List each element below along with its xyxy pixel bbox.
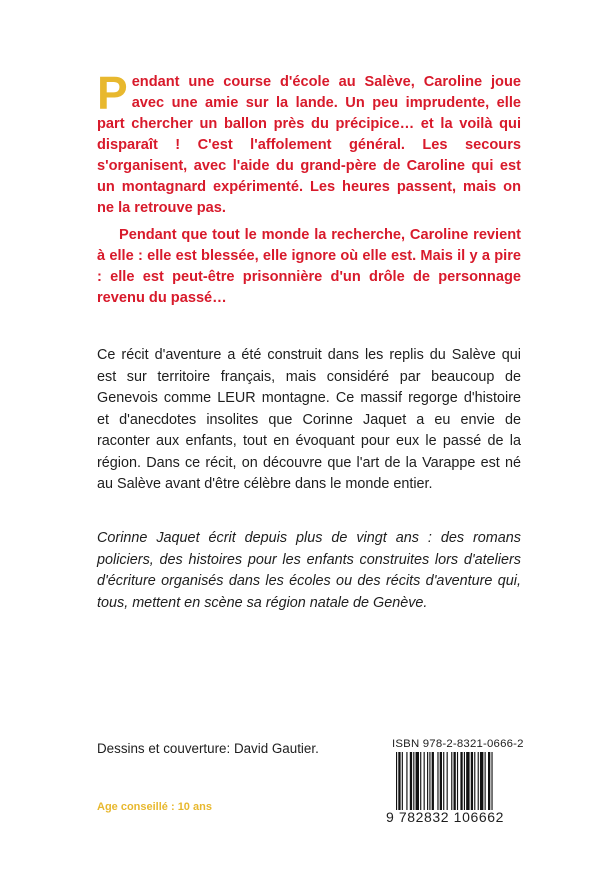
barcode-bar — [447, 752, 448, 810]
barcode-bar — [466, 752, 469, 810]
barcode-bar — [420, 752, 421, 810]
barcode-bar — [478, 752, 479, 810]
barcode-bar — [396, 752, 397, 810]
author-bio-paragraph: Corinne Jaquet écrit depuis plus de vingt ans : des romans policiers, des histoires pour les enfants construites lors d'ateliers d'écriture organisés dans les écoles ou des récits d'aventure qui, tous, mettent en scène sa région natale de Genève. — [97, 530, 521, 611]
barcode-number: 9 782832 106662 — [386, 809, 504, 825]
barcode-bar — [406, 752, 407, 810]
age-recommendation: Age conseillé : 10 ans — [97, 801, 212, 813]
barcode-bar — [427, 752, 428, 810]
barcode-bar — [443, 752, 444, 810]
barcode-bar — [454, 752, 456, 810]
barcode-graphic — [386, 752, 530, 810]
credits-text: Dessins et couverture: David Gautier. — [97, 741, 319, 756]
barcode-bar — [471, 752, 473, 810]
barcode-bar — [488, 752, 490, 810]
barcode-bar — [413, 752, 414, 810]
barcode-bar — [457, 752, 458, 810]
barcode-bar — [460, 752, 462, 810]
barcode-bar — [410, 752, 412, 810]
barcode-block — [386, 738, 530, 825]
barcode-bar — [491, 752, 492, 810]
barcode-bar — [464, 752, 465, 810]
summary-paragraph-1 — [97, 67, 521, 219]
barcode-bar — [437, 752, 438, 810]
barcode-bar — [398, 752, 400, 810]
barcode-bar — [485, 752, 486, 810]
barcode-bar — [440, 752, 442, 810]
summary-paragraph-1-text: endant une course d'école au Salève, Caroline joue avec une amie sur la lande. Un peu imprudente, elle part chercher un ballon près du précipice… et la voilà qui disparaît ! C'est l'affolement général. Les secours s'organisent, avec l'aide du grand-père de Caroline qui est un montagnard expérimenté. Les heures passent, mais on ne la retrouve pas. — [97, 74, 521, 216]
barcode-bar — [432, 752, 434, 810]
barcode-bar — [429, 752, 430, 810]
barcode-bar — [424, 752, 425, 810]
summary-block — [97, 67, 521, 309]
about-paragraph: Ce récit d'aventure a été construit dans les replis du Salève qui est sur territoire français, mais considéré par beaucoup de Genevois comme LEUR montagne. Ce massif regorge d'histoire et d'anecdotes insolites que Corinne Jaquet a eu envie de raconter aux enfants, tout en évoquant pour eux le passé de la région. Dans ce récit, on découvre que l'art de la Varappe est né au Salève avant d'être célèbre dans le monde entier. — [97, 347, 521, 492]
barcode-bar — [451, 752, 452, 810]
barcode-bar — [480, 752, 483, 810]
summary-paragraph-2: Pendant que tout le monde la recherche, Caroline revient à elle : elle est blessée, elle ignore où elle est. Mais il y a pire : elle est peut-être prisonnière d'un drôle de personnage revenu du passé… — [97, 227, 521, 306]
isbn-label: ISBN 978-2-8321-0666-2 — [392, 738, 524, 750]
drop-cap: P — [97, 67, 128, 119]
barcode-bar — [402, 752, 403, 810]
barcode-bar — [474, 752, 475, 810]
barcode-bar — [416, 752, 419, 810]
